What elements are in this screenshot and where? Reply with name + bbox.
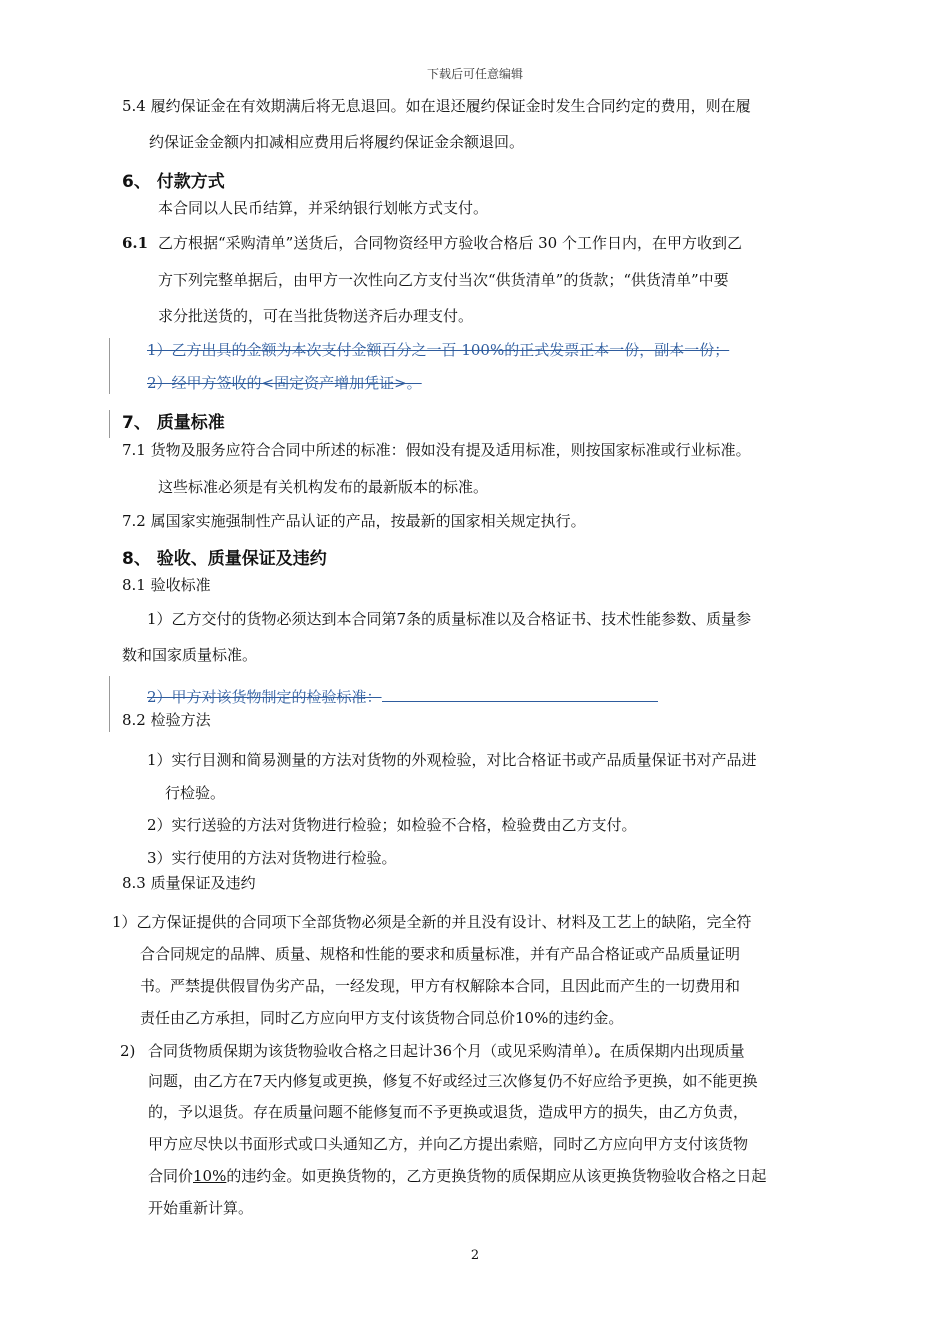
- deleted-line: 2）经甲方签收的<固定资产增加凭证>。: [147, 374, 422, 392]
- text-run: 。: [594, 1042, 610, 1060]
- paragraph-line: [148, 1041, 745, 1061]
- blank-fill-line: [382, 686, 658, 702]
- text-run: 合同价: [148, 1167, 194, 1185]
- change-bar: [109, 338, 110, 394]
- deleted-line: [147, 686, 658, 707]
- paragraph-line: 8.2 检验方法: [122, 711, 211, 729]
- underlined-text: 10%: [193, 1167, 227, 1185]
- paragraph-line: 5.4 履约保证金在有效期满后将无息退回。如在退还履约保证金时发生合同约定的费用，则在履: [122, 97, 751, 115]
- change-bar: [109, 410, 110, 438]
- section-heading: 8、 验收、质量保证及违约: [122, 549, 327, 569]
- paragraph-line: 数和国家质量标准。: [122, 646, 258, 664]
- clause-number: 2): [120, 1042, 136, 1060]
- paragraph-line: 3）实行使用的方法对货物进行检验。: [147, 849, 397, 867]
- deleted-line: 1）乙方出具的金额为本次支付金额百分之一百 100%的正式发票正本一份，副本一份；: [147, 341, 730, 359]
- paragraph-line: 2）实行送验的方法对货物进行检验；如检验不合格，检验费由乙方支付。: [147, 816, 637, 834]
- paragraph-line: 1）实行目测和简易测量的方法对货物的外观检验，对比合格证书或产品质量保证书对产品进: [147, 751, 757, 769]
- paragraph-line: [148, 1166, 766, 1186]
- paragraph-line: 乙方根据“采购清单”送货后，合同物资经甲方验收合格后 30 个工作日内，在甲方收到乙: [158, 234, 742, 252]
- paragraph-line: 1）乙方交付的货物必须达到本合同第7条的质量标准以及合格证书、技术性能参数、质量参: [147, 610, 752, 628]
- paragraph-line: 合合同规定的品牌、质量、规格和性能的要求和质量标准，并有产品合格证或产品质量证明: [140, 945, 741, 963]
- paragraph-line: 约保证金金额内扣减相应费用后将履约保证金余额退回。: [149, 133, 525, 151]
- paragraph-line: 7.2 属国家实施强制性产品认证的产品，按最新的国家相关规定执行。: [122, 512, 586, 530]
- paragraph-line: 这些标准必须是有关机构发布的最新版本的标准。: [158, 478, 489, 496]
- paragraph-line: 1）乙方保证提供的合同项下全部货物必须是全新的并且没有设计、材料及工艺上的缺陷，完全符: [112, 913, 752, 931]
- paragraph-line: 开始重新计算。: [148, 1199, 254, 1217]
- paragraph-line: 方下列完整单据后，由甲方一次性向乙方支付当次“供货清单”的货款；“供货清单”中要: [158, 271, 729, 289]
- page-number: 2: [470, 1248, 480, 1263]
- paragraph-line: 责任由乙方承担，同时乙方应向甲方支付该货物合同总价10%的违约金。: [140, 1009, 624, 1027]
- section-heading: 7、 质量标准: [122, 413, 225, 433]
- paragraph-line: 甲方应尽快以书面形式或口头通知乙方，并向乙方提出索赔，同时乙方应向甲方支付该货物: [148, 1135, 749, 1153]
- paragraph-line: 求分批送货的，可在当批货物送齐后办理支付。: [158, 307, 474, 325]
- paragraph-line: 本合同以人民币结算，并采纳银行划帐方式支付。: [158, 199, 489, 217]
- paragraph-line: 的，予以退货。存在质量问题不能修复而不予更换或退货，造成甲方的损失，由乙方负责，: [148, 1103, 749, 1121]
- text-run: 的违约金。如更换货物的，乙方更换货物的质保期应从该更换货物验收合格之日起: [226, 1167, 767, 1185]
- paragraph-line: 7.1 货物及服务应符合合同中所述的标准：假如没有提及适用标准，则按国家标准或行业标准。: [122, 441, 751, 459]
- deleted-text: 2）甲方对该货物制定的检验标准：: [147, 688, 382, 706]
- paragraph-line: 行检验。: [165, 784, 226, 802]
- change-bar: [109, 676, 110, 732]
- text-run: 在质保期内出现质量: [609, 1042, 745, 1060]
- paragraph-line: 书。严禁提供假冒伪劣产品，一经发现，甲方有权解除本合同，且因此而产生的一切费用和: [140, 977, 741, 995]
- paragraph-line: 8.1 验收标准: [122, 576, 211, 594]
- page-header: 下载后可任意编辑: [426, 67, 523, 81]
- clause-number: 6.1: [122, 234, 149, 252]
- paragraph-line: 问题，由乙方在7天内修复或更换，修复不好或经过三次修复仍不好应给予更换，如不能更换: [148, 1072, 758, 1090]
- text-run: 合同货物质保期为该货物验收合格之日起计36个月（或见采购清单）: [148, 1042, 595, 1060]
- section-heading: 6、 付款方式: [122, 172, 225, 192]
- paragraph-line: 8.3 质量保证及违约: [122, 874, 256, 892]
